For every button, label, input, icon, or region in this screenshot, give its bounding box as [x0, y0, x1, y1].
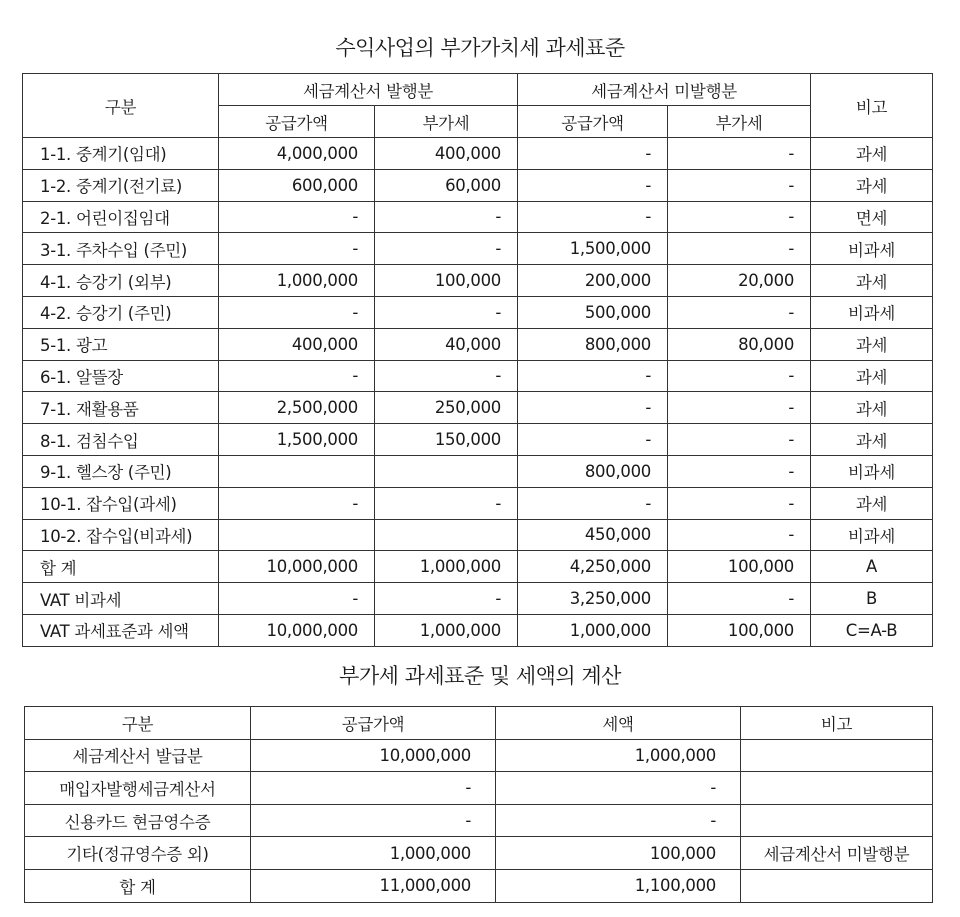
cell-unissued-supply: - [518, 360, 668, 392]
cell-unissued-vat: - [668, 201, 811, 233]
cell-issued-supply: - [219, 360, 375, 392]
cell-issued-supply [219, 519, 375, 551]
t2-header-supply: 공급가액 [251, 707, 496, 740]
cell-tax: 1,000,000 [496, 739, 741, 772]
cell-unissued-supply: - [518, 169, 668, 201]
table-row [23, 392, 933, 424]
cell-note: 비과세 [811, 455, 933, 487]
cell-issued-vat: 1,000,000 [375, 551, 518, 583]
cell-issued-supply: 600,000 [219, 169, 375, 201]
cell-issued-vat: 60,000 [375, 169, 518, 201]
row-label: 10-2. 잡수입(비과세) [23, 519, 219, 551]
t2-header-category: 구분 [25, 707, 251, 740]
row-label: 3-1. 주차수입 (주민) [23, 233, 219, 265]
table-row [23, 138, 933, 170]
cell-issued-supply: 10,000,000 [219, 614, 375, 646]
cell-issued-supply: - [219, 201, 375, 233]
cell-unissued-vat: - [668, 169, 811, 201]
row-label: 신용카드 현금영수증 [25, 804, 251, 837]
cell-issued-vat: 150,000 [375, 424, 518, 456]
cell-issued-supply: 1,000,000 [219, 265, 375, 297]
cell-unissued-supply: 500,000 [518, 296, 668, 328]
table-row [25, 837, 933, 870]
header-invoice-unissued: 세금계산서 미발행분 [518, 74, 811, 106]
cell-issued-supply: - [219, 296, 375, 328]
row-label: 8-1. 검침수입 [23, 424, 219, 456]
table-row [23, 583, 933, 615]
cell-issued-vat: 250,000 [375, 392, 518, 424]
cell-issued-supply [219, 455, 375, 487]
cell-note: 과세 [811, 265, 933, 297]
cell-note: A [811, 551, 933, 583]
cell-note: 비과세 [811, 233, 933, 265]
cell-unissued-vat: - [668, 360, 811, 392]
cell-unissued-vat: 20,000 [668, 265, 811, 297]
cell-issued-supply: 10,000,000 [219, 551, 375, 583]
cell-note: 과세 [811, 169, 933, 201]
cell-issued-supply: - [219, 233, 375, 265]
vat-tax-base-title: 수익사업의 부가가치세 과세표준 [335, 36, 625, 60]
cell-unissued-vat: - [668, 487, 811, 519]
cell-unissued-vat: - [668, 138, 811, 170]
table-row [23, 519, 933, 551]
cell-note: 비과세 [811, 519, 933, 551]
row-label: 6-1. 알뜰장 [23, 360, 219, 392]
cell-note: C=A-B [811, 614, 933, 646]
row-label: 기타(정규영수증 외) [25, 837, 251, 870]
cell-supply: 1,000,000 [251, 837, 496, 870]
cell-unissued-vat: - [668, 392, 811, 424]
row-label: VAT 비과세 [23, 583, 219, 615]
cell-unissued-supply: - [518, 392, 668, 424]
header-unissued-supply: 공급가액 [518, 106, 668, 138]
table-row [23, 614, 933, 646]
row-label: 세금계산서 발급분 [25, 739, 251, 772]
cell-tax: - [496, 804, 741, 837]
cell-issued-vat [375, 519, 518, 551]
cell-note [741, 869, 933, 902]
cell-note [741, 772, 933, 805]
cell-unissued-supply: - [518, 424, 668, 456]
table-row [23, 265, 933, 297]
cell-issued-vat: - [375, 583, 518, 615]
table-row [23, 233, 933, 265]
cell-unissued-supply: 3,250,000 [518, 583, 668, 615]
cell-note: 비과세 [811, 296, 933, 328]
cell-note [741, 739, 933, 772]
cell-note: 과세 [811, 328, 933, 360]
cell-note: 면세 [811, 201, 933, 233]
table-row [23, 551, 933, 583]
header-issued-supply: 공급가액 [219, 106, 375, 138]
cell-note: 과세 [811, 360, 933, 392]
row-label: 10-1. 잡수입(과세) [23, 487, 219, 519]
cell-unissued-vat: - [668, 519, 811, 551]
cell-unissued-vat: - [668, 583, 811, 615]
t2-header-note: 비고 [741, 707, 933, 740]
cell-issued-vat: - [375, 296, 518, 328]
vat-tax-base-table [22, 73, 933, 647]
header-category: 구분 [23, 74, 219, 138]
table-row [23, 296, 933, 328]
cell-note: 과세 [811, 487, 933, 519]
cell-unissued-vat: - [668, 296, 811, 328]
vat-calculation-table [24, 706, 933, 903]
row-label: 매입자발행세금계산서 [25, 772, 251, 805]
cell-unissued-supply: 800,000 [518, 328, 668, 360]
cell-note: B [811, 583, 933, 615]
cell-issued-supply: 2,500,000 [219, 392, 375, 424]
table-row [23, 424, 933, 456]
row-label: 4-1. 승강기 (외부) [23, 265, 219, 297]
table-row [25, 739, 933, 772]
table-row [25, 869, 933, 902]
row-label: 합 계 [23, 551, 219, 583]
cell-issued-vat: - [375, 233, 518, 265]
cell-unissued-supply: 4,250,000 [518, 551, 668, 583]
cell-unissued-vat: 100,000 [668, 614, 811, 646]
cell-unissued-supply: 1,500,000 [518, 233, 668, 265]
table-row [23, 360, 933, 392]
cell-note: 과세 [811, 424, 933, 456]
cell-issued-vat: - [375, 201, 518, 233]
header-issued-vat: 부가세 [375, 106, 518, 138]
cell-issued-vat: 40,000 [375, 328, 518, 360]
cell-note: 과세 [811, 138, 933, 170]
cell-unissued-vat: 80,000 [668, 328, 811, 360]
row-label: 합 계 [25, 869, 251, 902]
table-row [23, 487, 933, 519]
header-invoice-issued: 세금계산서 발행분 [219, 74, 518, 106]
header-note: 비고 [811, 74, 933, 138]
row-label: 1-1. 중계기(임대) [23, 138, 219, 170]
cell-note: 과세 [811, 392, 933, 424]
table-row [23, 201, 933, 233]
cell-note: 세금계산서 미발행분 [741, 837, 933, 870]
cell-issued-vat [375, 455, 518, 487]
row-label: 4-2. 승강기 (주민) [23, 296, 219, 328]
cell-issued-supply: - [219, 487, 375, 519]
cell-unissued-supply: 800,000 [518, 455, 668, 487]
cell-issued-vat: - [375, 360, 518, 392]
table-row [25, 772, 933, 805]
row-label: VAT 과세표준과 세액 [23, 614, 219, 646]
cell-unissued-vat: - [668, 455, 811, 487]
cell-supply: - [251, 772, 496, 805]
table-row [25, 804, 933, 837]
cell-tax: 100,000 [496, 837, 741, 870]
row-label: 2-1. 어린이집임대 [23, 201, 219, 233]
cell-unissued-supply: - [518, 487, 668, 519]
row-label: 7-1. 재활용품 [23, 392, 219, 424]
cell-unissued-vat: - [668, 233, 811, 265]
cell-unissued-vat: - [668, 424, 811, 456]
cell-unissued-supply: - [518, 138, 668, 170]
cell-issued-supply: 400,000 [219, 328, 375, 360]
cell-issued-supply: - [219, 583, 375, 615]
cell-supply: - [251, 804, 496, 837]
cell-supply: 11,000,000 [251, 869, 496, 902]
t2-header-tax: 세액 [496, 707, 741, 740]
cell-issued-vat: 100,000 [375, 265, 518, 297]
row-label: 1-2. 중계기(전기료) [23, 169, 219, 201]
cell-tax: - [496, 772, 741, 805]
vat-calculation-title: 부가세 과세표준 및 세액의 계산 [339, 664, 621, 688]
cell-supply: 10,000,000 [251, 739, 496, 772]
row-label: 9-1. 헬스장 (주민) [23, 455, 219, 487]
cell-tax: 1,100,000 [496, 869, 741, 902]
row-label: 5-1. 광고 [23, 328, 219, 360]
cell-unissued-supply: 450,000 [518, 519, 668, 551]
table-row [23, 169, 933, 201]
cell-issued-vat: - [375, 487, 518, 519]
table-row [23, 455, 933, 487]
cell-issued-vat: 1,000,000 [375, 614, 518, 646]
cell-note [741, 804, 933, 837]
cell-unissued-supply: 200,000 [518, 265, 668, 297]
cell-unissued-supply: 1,000,000 [518, 614, 668, 646]
cell-issued-vat: 400,000 [375, 138, 518, 170]
cell-issued-supply: 1,500,000 [219, 424, 375, 456]
cell-issued-supply: 4,000,000 [219, 138, 375, 170]
cell-unissued-supply: - [518, 201, 668, 233]
cell-unissued-vat: 100,000 [668, 551, 811, 583]
header-unissued-vat: 부가세 [668, 106, 811, 138]
table-row [23, 328, 933, 360]
